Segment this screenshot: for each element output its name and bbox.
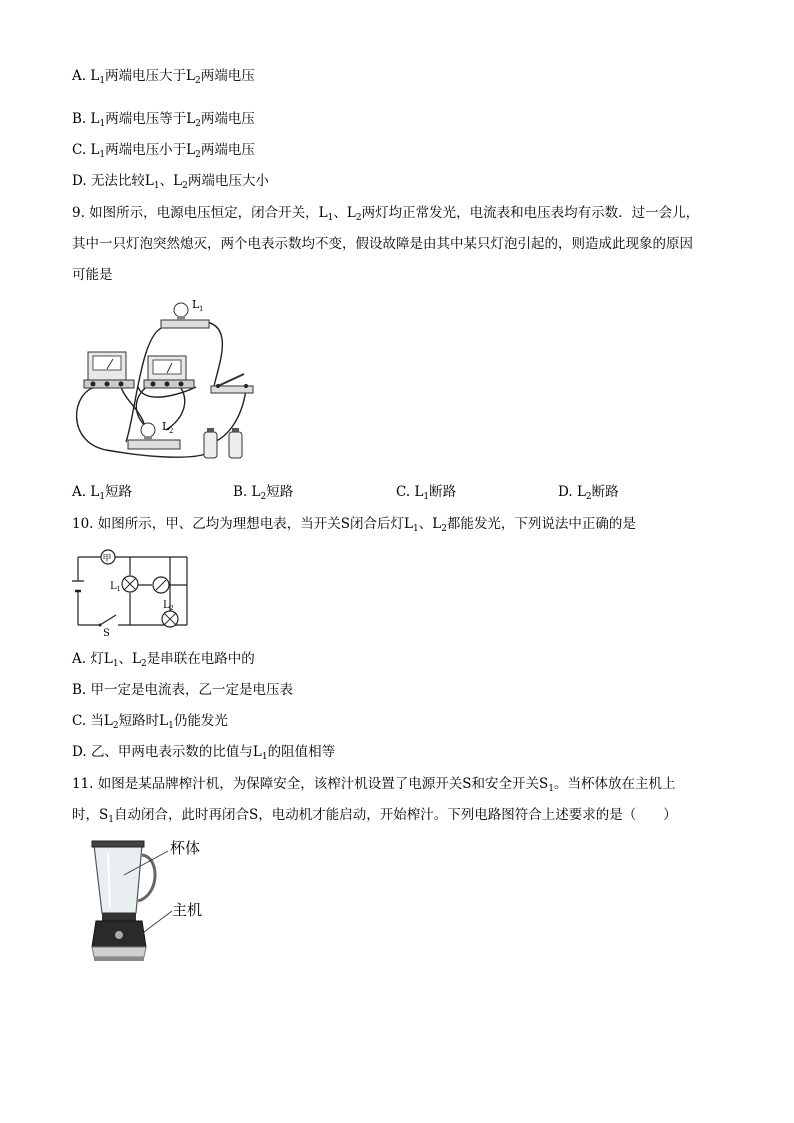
- lamp-l2-icon: [162, 600, 178, 627]
- label-base: 主机: [172, 901, 203, 919]
- q9-option-c: C. $L_1$断路: [396, 484, 457, 502]
- q10-stem: 10. 如图所示，甲、乙均为理想电表，当开关S闭合后灯$L_1$、$L_2$都能发光，下列说法中正确的是: [72, 516, 636, 534]
- q8-option-a: A. $L_1$两端电压大于$L_2$两端电压: [72, 68, 255, 86]
- q9-stem-line1: 9. 如图所示，电源电压恒定，闭合开关，$L_1$、$L_2$两灯均正常发光，电流表和电压表均有示数．过一会儿，: [72, 205, 700, 223]
- q10-option-b: B. 甲一定是电流表，乙一定是电压表: [72, 682, 294, 698]
- switch-label: S: [103, 628, 110, 637]
- q9-option-d: D. $L_2$断路: [558, 484, 619, 502]
- q10-option-d: D. 乙、甲两电表示数的比值与$L_1$的阻值相等: [72, 744, 336, 762]
- q11-stem-line2: 时，$S_1$自动闭合，此时再闭合S，电动机才能启动，开始榨汁。下列电路图符合上述要求的是（ ）: [72, 807, 677, 825]
- q8-option-d: D. 无法比较$L_1$、$L_2$两端电压大小: [72, 173, 269, 191]
- q9-option-b: B. $L_2$短路: [233, 484, 294, 502]
- q9-circuit-figure: [66, 292, 266, 467]
- svg-text:2: 2: [169, 427, 174, 435]
- q8-option-b: B. $L_1$两端电压等于$L_2$两端电压: [72, 111, 255, 129]
- battery-icon: [72, 581, 84, 591]
- q10-option-c: C. 当$L_2$短路时$L_1$仍能发光: [72, 713, 228, 731]
- q10-option-a: A. 灯$L_1$、$L_2$是串联在电路中的: [72, 651, 255, 669]
- q9-stem-line3: 可能是: [72, 267, 113, 283]
- switch-icon: [211, 374, 253, 393]
- svg-text:L1: $L_1$: [110, 581, 121, 593]
- meter-jia-icon: [101, 550, 115, 564]
- meter-center-icon: [144, 356, 194, 388]
- q11-juicer-figure: [72, 835, 222, 970]
- svg-text:L: L: [162, 420, 170, 433]
- svg-text:1: 1: [199, 305, 204, 313]
- q9-option-a: A. $L_1$短路: [72, 484, 133, 502]
- battery-icon: [204, 428, 242, 458]
- base-leader-line: [140, 911, 172, 935]
- juicer-cup-icon: [92, 841, 155, 913]
- svg-text:L2: $L_2$: [163, 600, 174, 612]
- q8-option-c: C. $L_1$两端电压小于$L_2$两端电压: [72, 142, 255, 160]
- lamp-l1-icon: [110, 576, 138, 593]
- lamp-l2-icon: [128, 420, 180, 449]
- meter-left-icon: [84, 352, 134, 388]
- q9-stem-line2: 其中一只灯泡突然熄灭，两个电表示数均不变，假设故障是由其中某只灯泡引起的，则造成此现象的原因: [72, 236, 693, 252]
- switch-pivot: [99, 624, 102, 627]
- meter-jia-label: 甲: [102, 554, 112, 564]
- q10-circuit-figure: [70, 545, 200, 637]
- meter-yi-icon: [153, 577, 169, 593]
- q11-stem-line1: 11. 如图是某品牌榨汁机，为保障安全，该榨汁机设置了电源开关S和安全开关$S_1$。当杯体放在主机上: [72, 776, 676, 794]
- svg-text:L: L: [192, 298, 200, 311]
- juicer-base-icon: [92, 913, 146, 961]
- lamp-l1-icon: [161, 298, 209, 328]
- label-cup: 杯体: [170, 839, 201, 857]
